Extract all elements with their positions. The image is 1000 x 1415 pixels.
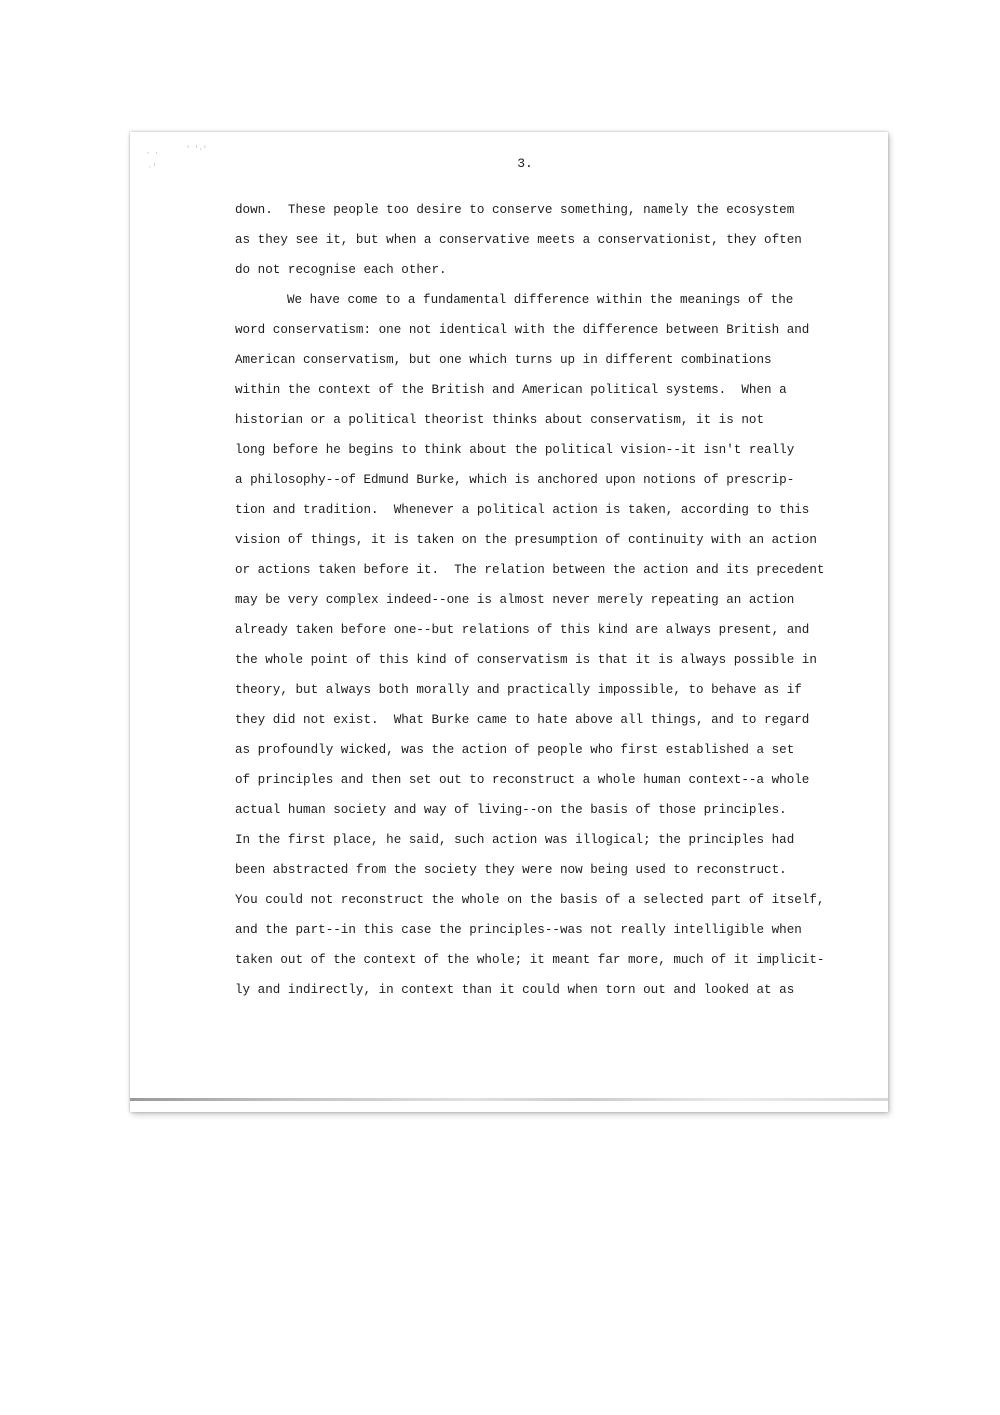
text-line: American conservatism, but one which turns up in different combinations (235, 353, 772, 367)
text-line: or actions taken before it. The relation between the action and its precedent (235, 563, 825, 577)
text-line: a philosophy--of Edmund Burke, which is anchored upon notions of prescrip- (235, 473, 795, 487)
text-line: as profoundly wicked, was the action of people who first established a set (235, 743, 795, 757)
text-line: the whole point of this kind of conservatism is that it is always possible in (235, 653, 817, 667)
text-line: vision of things, it is taken on the presumption of continuity with an action (235, 533, 817, 547)
text-line: do not recognise each other. (235, 263, 447, 277)
text-line: ly and indirectly, in context than it could when torn out and looked at as (235, 983, 795, 997)
text-line: may be very complex indeed--one is almost never merely repeating an action (235, 593, 795, 607)
text-line: of principles and then set out to reconstruct a whole human context--a whole (235, 773, 810, 787)
text-line: You could not reconstruct the whole on the basis of a selected part of itself, (235, 893, 825, 907)
text-line: as they see it, but when a conservative meets a conservationist, they often (235, 233, 802, 247)
text-line: been abstracted from the society they were now being used to reconstruct. (235, 863, 787, 877)
text-line: within the context of the British and American political systems. When a (235, 383, 787, 397)
text-line: they did not exist. What Burke came to hate above all things, and to regard (235, 713, 810, 727)
text-line: In the first place, he said, such action was illogical; the principles had (235, 833, 795, 847)
text-line: actual human society and way of living--on the basis of those principles. (235, 803, 787, 817)
text-line: down. These people too desire to conserve something, namely the ecosystem (235, 203, 795, 217)
sheet-bottom-edge (130, 1098, 888, 1101)
text-line: taken out of the context of the whole; it meant far more, much of it implicit- (235, 953, 825, 967)
paper-speck: ·' (148, 164, 157, 172)
text-line: long before he begins to think about the political vision--it isn't really (235, 443, 795, 457)
text-line: already taken before one--but relations of this kind are always present, and (235, 623, 810, 637)
page-number: 3. (517, 156, 533, 171)
text-line: tion and tradition. Whenever a political action is taken, according to this (235, 503, 810, 517)
text-line: We have come to a fundamental difference within the meanings of the (287, 293, 794, 307)
text-line: theory, but always both morally and practically impossible, to behave as if (235, 683, 802, 697)
text-line: word conservatism: one not identical with the difference between British and (235, 323, 810, 337)
body-text (235, 200, 835, 1010)
paper-speck: · · (146, 150, 159, 158)
text-line: historian or a political theorist thinks about conservatism, it is not (235, 413, 765, 427)
paper-speck: ' '·' (186, 146, 208, 154)
text-line: and the part--in this case the principles--was not really intelligible when (235, 923, 802, 937)
